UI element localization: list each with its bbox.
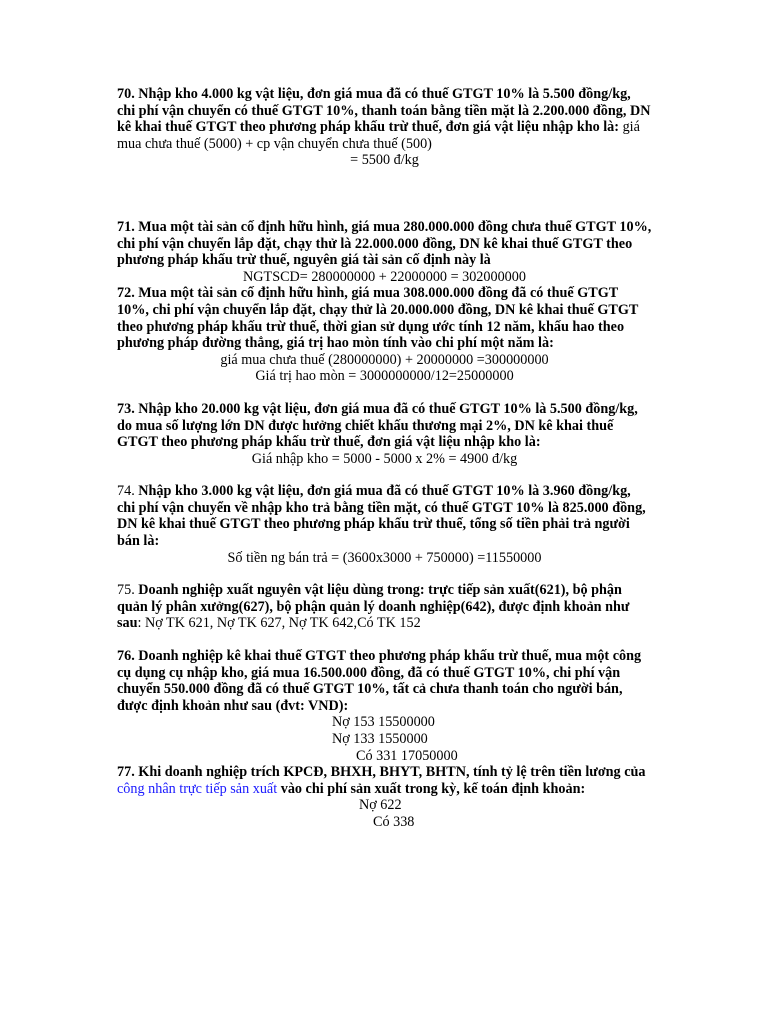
question-76-entry-3: Có 331 17050000 xyxy=(356,747,458,764)
question-70-text: 70. Nhập kho 4.000 kg vật liệu, đơn giá mua đã có thuế GTGT 10% là 5.500 đồng/kg, chi phí vận chuyển có thuế GTGT 10%, thanh toán bằng tiền mặt là 2.200.000 đồng, DN kê khai thuế GTGT theo phương pháp khấu trừ thuế, đơn giá vật liệu nhập kho là: xyxy=(117,86,651,136)
question-72-text: 72. Mua một tài sản cố định hữu hình, giá mua 308.000.000 đồng đã có thuế GTGT 10%, chi phí vận chuyển lắp đặt, chạy thử là 20.000.000 đồng, DN kê khai thuế GTGT theo phương pháp khấu trừ thuế, thời gian sử dụng ước tính 12 năm, khấu hao theo phương pháp đường thẳng, giá trị hao mòn tính vào chi phí một năm là: xyxy=(117,285,639,352)
question-70 xyxy=(117,86,652,152)
question-74-text: Nhập kho 3.000 kg vật liệu, đơn giá mua đã có thuế GTGT 10% là 3.960 đồng/kg, chi phí vận chuyển về nhập kho trả bằng tiền mặt, có thuế GTGT 10% là 825.000 đồng, DN kê khai thuế GTGT theo phương pháp khấu trừ thuế, tổng số tiền phải trả người bán là: xyxy=(117,483,646,550)
question-74 xyxy=(117,483,652,549)
question-74-answer: Số tiền ng bán trả = (3600x3000 + 750000) =11550000 xyxy=(227,549,542,566)
question-70-answer: = 5500 đ/kg xyxy=(350,152,419,169)
question-72-answer-1: giá mua chưa thuế (280000000) + 20000000 =300000000 xyxy=(220,351,549,368)
spacer xyxy=(117,632,652,648)
spacer xyxy=(117,385,652,401)
question-77-link[interactable]: công nhân trực tiếp sản xuất xyxy=(117,780,278,797)
question-77-entry-1: Nợ 622 xyxy=(359,797,402,814)
question-77-text-a: 77. Khi doanh nghiệp trích KPCĐ, BHXH, BHYT, BHTN, tính tỷ lệ trên tiền lương của xyxy=(117,764,646,781)
question-77 xyxy=(117,764,652,797)
question-71-text: 71. Mua một tài sản cố định hữu hình, giá mua 280.000.000 đồng chưa thuế GTGT 10%, chi phí vận chuyển lắp đặt, chạy thử là 22.000.000 đồng, DN kê khai thuế GTGT theo phương pháp khấu trừ thuế, nguyên giá tài sản cố định này là xyxy=(117,218,652,269)
question-70-answer-inline: giá mua chưa thuế (5000) + cp vận chuyển chưa thuế (500) xyxy=(117,119,640,152)
spacer xyxy=(117,467,652,483)
question-76-entry-2: Nợ 133 1550000 xyxy=(332,731,428,747)
question-76-entry-1: Nợ 153 15500000 xyxy=(332,714,435,731)
question-77-entry-2: Có 338 xyxy=(373,813,415,830)
question-73-answer: Giá nhập kho = 5000 - 5000 x 2% = 4900 đ/kg xyxy=(251,450,518,467)
spacer xyxy=(117,169,652,219)
question-76-text: 76. Doanh nghiệp kê khai thuế GTGT theo phương pháp khấu trừ thuế, mua một công cụ dụng cụ nhập kho, giá mua 16.500.000 đồng, đã có thuế GTGT 10%, chi phí vận chuyển 550.000 đồng đã có thuế GTGT 10%, tất cả chưa thanh toán cho người bán, được định khoản như sau (đvt: VND): xyxy=(117,648,642,714)
question-72-answer-2: Giá trị hao mòn = 3000000000/12=25000000 xyxy=(255,368,514,385)
question-71-answer: NGTSCD= 280000000 + 22000000 = 302000000 xyxy=(243,268,526,285)
question-75-text: Doanh nghiệp xuất nguyên vật liệu dùng trong: trực tiếp sản xuất(621), bộ phận quản lý phân xưởng(627), bộ phận quản lý doanh nghiệp(642), được định khoản như sau xyxy=(117,582,630,632)
question-74-number: 74. xyxy=(117,483,139,500)
question-75-number: 75. xyxy=(117,582,139,599)
question-75 xyxy=(117,582,652,632)
document-page xyxy=(117,86,652,831)
spacer xyxy=(117,566,652,582)
question-73-text: 73. Nhập kho 20.000 kg vật liệu, đơn giá mua đã có thuế GTGT 10% là 5.500 đồng/kg, do mua số lượng lớn DN được hưởng chiết khấu thương mại 2%, DN kê khai thuế GTGT theo phương pháp khấu trừ thuế, đơn giá vật liệu nhập kho là: xyxy=(117,400,638,451)
question-77-text-b: vào chi phí sản xuất trong kỳ, kế toán định khoản: xyxy=(277,780,586,797)
question-75-answer-inline: : Nợ TK 621, Nợ TK 627, Nợ TK 642,Có TK 152 xyxy=(137,615,421,632)
